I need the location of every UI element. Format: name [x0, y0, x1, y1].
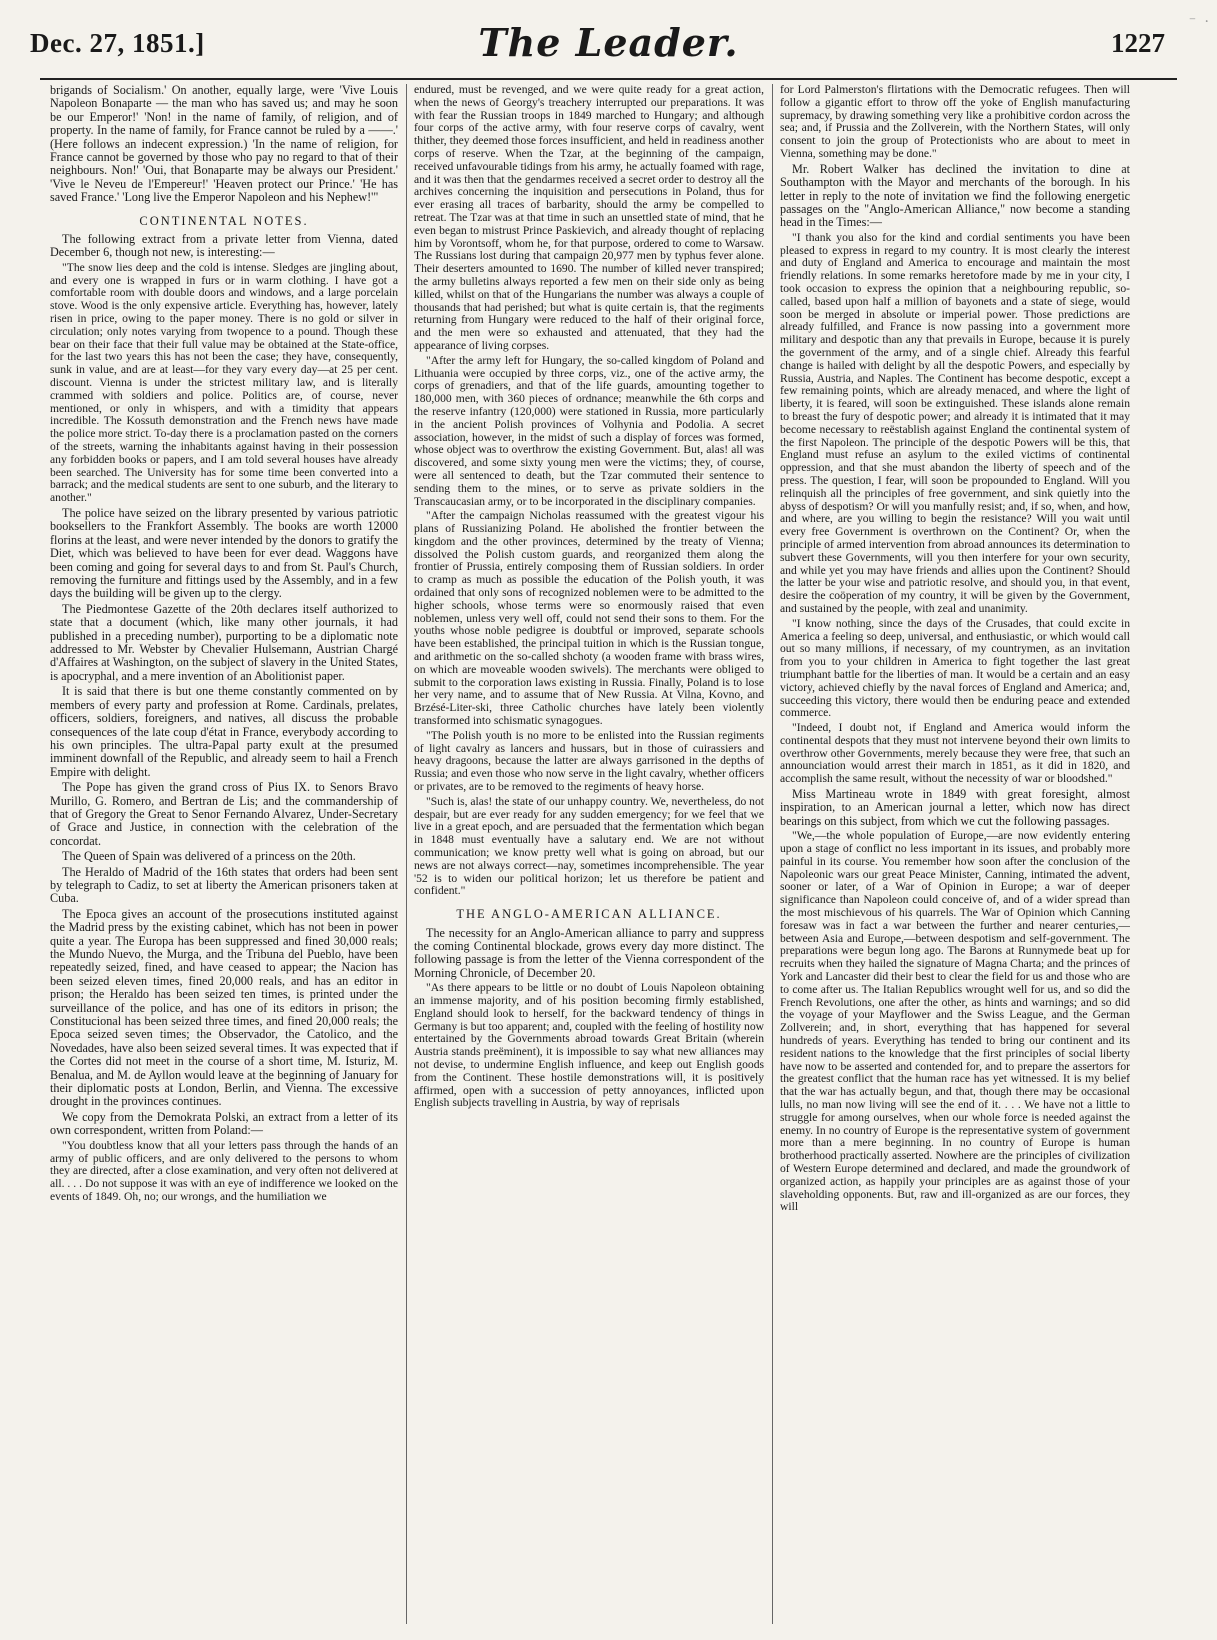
quoted-paragraph: "After the campaign Nicholas reassumed with the greatest vigour his plans of Russianizing Poland. He abolished the frontier between the kingdom and the other provinces, determined by the treaty of Vienna; dissolved the Polish custom guards, and reorganized them along the frontier of Prussia, entirely composing them of Russian soldiers. In order to cramp as much as possible the education of the Polish youth, it was ordained that only sons of recognized noblemen were to be admitted to the higher schools, whose terms were so enormously raised that even noblemen, unless very well off, could not send their sons to them. For the youths whose noble pedigree is doubtful or improved, separate schools have been established, the principal tuition in which is the Russian tongue, and arithmetic on the so-called shchoty (a wooden frame with brass wires, on which are moveable wooden swivels). The merchants were obliged to submit to the corporation laws existing in Russia. Finally, Poland is to lose her very name, and to assume that of New Russia. At Vilna, Kovno, and Brzésé-Liter-ski, three Catholic churches have lately been violently transformed into schismatic synagogues. — [414, 509, 764, 728]
corner-mark: ⁻ · — [1188, 14, 1211, 30]
article-paragraph: The Piedmontese Gazette of the 20th declares itself authorized to state that a document (which, like many other journals, it had published in a preceding number), purporting to be a diplomatic note addressed to Mr. Webster by Chevalier Hulsemann, Austrian Chargé d'Affaires at Washington, on the subject of slavery in the United States, is apocryphal, and a mere invention of an Abolitionist paper. — [50, 601, 398, 683]
article-paragraph: The police have seized on the library presented by various patriotic booksellers to the Frankfort Assembly. The books are worth 12000 florins at the least, and were never intended by the donors to gratify the Diet, which was believed to have been for ever dead. Waggons have been coming and going for several days to and from St. Paul's Church, removing the furniture and fittings used by the Assembly, and in a few days the building will be given up to the clergy. — [50, 506, 398, 601]
article-paragraph: Mr. Robert Walker has declined the invitation to dine at Southampton with the Mayor and merchants of the borough. In his letter in reply to the note of invitation we find the following energetic passages on the "Anglo-American Alliance," now become a standing head in the Times:— — [780, 161, 1130, 230]
issue-date: Dec. 27, 1851.] — [30, 28, 205, 58]
article-paragraph: Miss Martineau wrote in 1849 with great foresight, almost inspiration, to an American journal a letter, which now has direct bearings on this subject, from which we cut the following passages. — [780, 787, 1130, 828]
section-heading: THE ANGLO-AMERICAN ALLIANCE. — [456, 907, 722, 922]
column-2 — [414, 84, 764, 1624]
quoted-paragraph: "The snow lies deep and the cold is intense. Sledges are jingling about, and every one is wrapped in furs or in warm clothing. I have got a comfortable room with double doors and windows, and a large porcelain stove. Wood is the only expensive article. Everything has, however, lately risen in price, owing to the paper money. There is no gold or silver in circulation; only notes varying from twopence to a pound. Though these bear on their face that their full value may be obtained at the State-office, for the last two years this has not been the case; they have, consequently, sunk in value, and are at least—for they vary every day—at 25 per cent. discount. Vienna is under the strictest military law, and is literally crammed with soldiers and police. Politics are, of course, never mentioned, or only in whispers, and with a timidity that appears incredible. The Kossuth demonstration and the French news have made the police more strict. To-day there is a proclamation pasted on the corners of the streets, warning the inhabitants against having in their possession any forbidden books or papers, and I am told several houses have already been searched. The University has for some time been converted into a barrack; and the medical students are sent to one suburb, and the literary to another." — [50, 260, 398, 505]
quoted-paragraph: "I know nothing, since the days of the Crusades, that could excite in America a feeling so deep, universal, and enthusiastic, or which would call out so many millions, if necessary, of my countrymen, as an invitation from you to your children in America to fight together the last great triumphant battle for the liberties of man. It would be a certain and an easy victory, achieved chiefly by the naval forces of England and America; and, succeeding this victory, there would then be enduring peace and extended commerce. — [780, 616, 1130, 720]
article-paragraph: The following extract from a private letter from Vienna, dated December 6, though not new, is interesting:— — [50, 232, 398, 260]
quoted-paragraph: "You doubtless know that all your letters pass through the hands of an army of public officers, and are only delivered to the persons to whom they are directed, after a close examination, and very often not delivered at all. . . . Do not suppose it was with an eye of indifference we looked on the events of 1849. Oh, no; our wrongs, and the humiliation we — [50, 1138, 398, 1203]
masthead — [0, 0, 1217, 82]
article-paragraph: We copy from the Demokrata Polski, an extract from a letter of its own correspondent, written from Poland:— — [50, 1109, 398, 1138]
article-paragraph: The Heraldo of Madrid of the 16th states that orders had been sent by telegraph to Cadiz, to set at liberty the American prisoners taken at Cuba. — [50, 864, 398, 906]
section-heading: CONTINENTAL NOTES. — [139, 213, 309, 228]
newspaper-title: The Leader. — [478, 20, 739, 65]
article-paragraph: The Queen of Spain was delivered of a princess on the 20th. — [62, 849, 356, 864]
article-paragraph: It is said that there is but one theme constantly commented on by members of every party and profession at Rome. Cardinals, prelates, officers, soldiers, foreigners, and natives, all discuss the probable consequences of the late coup d'état in France, everybody according to his own principles. The ultra-Papal party exult at the presumed imminent downfall of the Republic, and already seem to hail a French Empire with delight. — [50, 684, 398, 779]
column-1 — [50, 84, 398, 1624]
header-rule — [40, 78, 1177, 80]
quoted-paragraph: "Such is, alas! the state of our unhappy country. We, nevertheless, do not despair, but are ever ready for any sudden emergency; for we feel that we live in a great epoch, and are persuaded that the fermentation which began in 1848 must eventually have a salutary end. We are not without communication; we know pretty well what is going on abroad, but our news are not always correct—nay, sometimes incomprehensible. The year '52 is to widen our political horizon; let us therefore be patient and confident." — [414, 794, 764, 898]
article-paragraph: The Pope has given the grand cross of Pius IX. to Senors Bravo Murillo, G. Romero, and Bertran de Lis; and the commandership of that of Gregory the Great to Senor Fernando Alvarez, Under-Secretary of Grace and Justice, in connection with the celebration of the concordat. — [50, 780, 398, 848]
article-paragraph: brigands of Socialism.' On another, equally large, were 'Vive Louis Napoleon Bonaparte — the man who has saved us; and may he soon be our Emperor!' 'Non! in the name of family, of religion, and of property. In the name of family, for France cannot be ruled by a ——.' (Here follows an indecent expression.) 'In the name of religion, for France cannot be governed by those who pay no regard to that of their neighbours. Non!' 'Oui, that Bonaparte may be always our President.' 'Vive le Neveu de l'Empereur!' 'Heaven protect our Prince.' 'He has saved France.' 'Long live the Emperor Napoleon and his Nephew!'" — [50, 84, 398, 205]
column-divider — [406, 84, 407, 1624]
quoted-paragraph: "After the army left for Hungary, the so-called kingdom of Poland and Lithuania were occupied by three corps, viz., one of the active army, the corps of grenadiers, and that of the life guards, amounting together to 180,000 men, with 360 pieces of ordnance; meanwhile the 6th corps and the reserve infantry (120,000) were stationed in Russia, more particularly in the ancient Polish provinces of Volhynia and Podolia. A secret association, however, in the midst of such a display of forces was formed, whose object was to overthrow the existing Government. But, alas! all was discovered, and some sixty young men were the victims; they, of course, were all sentenced to death, but the Tzar commuted their sentence to sending them to the mines, or to serve as private soldiers in the Transcaucasian army, or to be incorporated in the disciplinary companies. — [414, 353, 764, 508]
quoted-paragraph: "The Polish youth is no more to be enlisted into the Russian regiments of light cavalry as lancers and hussars, but in those of cuirassiers and heavy dragoons, because the latter are always garrisoned in the depths of Russia; and even those who now serve in the light cavalry, whether officers or privates, are to be removed to the regiments of heavy horse. — [414, 728, 764, 794]
quoted-paragraph: endured, must be revenged, and we were quite ready for a great action, when the news of Georgy's treachery interrupted our preparations. It was with fear the Russian troops in 1849 marched to Hungary; and although four corps of the active army, with four reserve corps of cavalry, went thither, they deemed those forces insufficient, and held in readiness another corps of reserve. When the Tzar, at the beginning of the campaign, received unfavourable tidings from his army, he actually foamed with rage, and it was then that the gendarmes received a secret order to destroy all the archives concerning the inquisition and persecutions in Poland, thus for ever erasing all traces of barbarity, should the army be compelled to retreat. The Tzar was at that time in such an unsettled state of mind, that he even began to mistrust Prince Paskievich, and already thought of replacing him by Vorontsoff, whom he, for that purpose, ordered to come to Warsaw. The Russians lost during that campaign 20,977 men by typhus fever alone. Their deserters amounted to 1690. The number of killed never transpired; the army bulletins always reported a few men on their side only as being killed, whilst on that of the Hungarians the number was always a couple of thousands that had perished; but what is quite certain is, that the regiments returning from Hungary were reduced to the half of their original force, and the men were so exhausted and attenuated, that they had the appearance of living corpses. — [414, 84, 764, 352]
column-3 — [780, 84, 1130, 1624]
quoted-paragraph: "As there appears to be little or no doubt of Louis Napoleon obtaining an immense majority, and of his position becoming firmly established, England should look to herself, for the backward tendency of things in Germany is but too apparent; and, coupled with the feeling of hostility now entertained by the Governments abroad towards Great Britain (wherein Austria stands preëminent), it is impossible to say what new alliances may not devise, to undermine English influence, and keep out English goods from the Continent. These hostile demonstrations will, it is positively affirmed, open with a succession of petty annoyances, inflicted upon English subjects travelling in Austria, by way of reprisals — [414, 981, 764, 1110]
article-paragraph: The Epoca gives an account of the prosecutions instituted against the Madrid press by the existing cabinet, which has not been in power quite a year. The Europa has been suppressed and fined 30,000 reals; the Mundo Nuevo, the Murga, and the Tribuna del Pueblo, have been repeatedly seized, fined, and have ceased to appear; the Nacion has been seized eleven times, fined 20,000 reals, and has an editor in prison; the Heraldo has been seized ten times, is printed under the surveillance of the police, and has one of its editors in prison; the Constitucional has been seized three times, and fined 20,000 reals; the Epoca seized seven times; the Observador, the Catolico, and the Novedades, have also been seized several times. It was expected that if the Cortes did not meet in the course of a short time, M. Isturiz, M. Benalua, and M. de Ayllon would leave at the beginning of January for their diplomatic posts at London, Berlin, and Vienna. The excessive drought in the provinces continues. — [50, 906, 398, 1109]
article-paragraph: The necessity for an Anglo-American alliance to parry and suppress the coming Continental blockade, grows every day more distinct. The following passage is from the letter of the Vienna correspondent of the Morning Chronicle, of December 20. — [414, 925, 764, 980]
quoted-paragraph: "We,—the whole population of Europe,—are now evidently entering upon a stage of conflict no less important in its issues, and probably more painful in its course. You remember how soon after the conclusion of the Napoleonic wars our great Peace Minister, Canning, intimated the advent, sooner or later, of a War of Opinion in Europe; a war of deeper significance than Napoleon could conceive of, and of a wider spread than the most mischievous of his quarrels. The War of Opinion which Canning foresaw was in fact a war between the further and nearer centuries,—between Asia and Europe,—between despotism and self-government. The preparations were begun long ago. The Barons at Runnymede beat up for recruits when they hailed the signature of Magna Charta; and the princes of York and Lancaster did their best to clear the field for us and those who are to come after us. The Italian Republics wrought well for us, and so did the French Revolutions, one after the other, as hints and warnings; and so did the voyage of your Mayflower and the Swiss League, and the German Zollverein; and, in short, everything that has happened for several hundreds of years. Everything has tended to bring our continent and its resident nations to the knowledge that the first principles of social liberty have now to be asserted and contended for, and to prepare the assertors for the greatest conflict that the human race has yet witnessed. It is my belief that the war has actually begun, and that, though there may be occasional lulls, no man now living will see the end of it. . . . We have not a little to struggle for among ourselves, when our whole force is needed against the enemy. In no country of Europe is the representative system of government more than a mere beginning. In no country of Europe is human brotherhood practically asserted. Nowhere are the principles of civilization of Western Europe determined and declared, and made the groundwork of organized action, as happily your principles are as against those of your slaveholding opponents. But, raw and ill-organized as are our forces, they will — [780, 829, 1130, 1214]
quoted-paragraph: for Lord Palmerston's flirtations with the Democratic refugees. Then will follow a gigantic effort to throw off the yoke of English manufacturing supremacy, by drawing something very like a prohibitive cordon across the sea; and, if Prussia and the Zollverein, with the Northern States, will only consent to join the group of Protectionists who are about to meet in Vienna, something may be done." — [780, 84, 1130, 160]
page-number: 1227 — [1111, 28, 1165, 58]
quoted-paragraph: "Indeed, I doubt not, if England and America would inform the continental despots that they must not intervene beyond their own limits to overthrow other Governments, merely because they were free, that such an announciation would arrest their march in 1851, as it did in 1820, and accomplish the same result, without the necessity of war or bloodshed." — [780, 721, 1130, 786]
column-divider — [772, 84, 773, 1624]
quoted-paragraph: "I thank you also for the kind and cordial sentiments you have been pleased to express in regard to my country. It is most clearly the interest and duty of England and America to encourage and maintain the most friendly relations. In some remarks heretofore made by me in your city, I took occasion to express the opinion that a neighbouring republic, so-called, based upon half a million of bayonets and a state of siege, would soon be merged in absolute or imperial power. Those predictions are already fulfilled, and France is now passing into a government more military and despotic than any that prevails in Europe, because it is purely the government of the army, and of a single chief. Already this fearful change is hailed with delight by all the despotic Powers, and especially by Russia, Austria, and Naples. The Continent has become despotic, except a few remaining points, which are already menaced, and where the light of liberty, it is feared, will soon be extinguished. These islands alone remain to breast the fury of despotic power; and already it is intimated that it may become necessary to reëstablish against England the continental system of the first Napoleon. The principle of the despotic Powers will be this, that England must refuse an asylum to the exiled victims of continental oppression, and that she must abandon the liberty of speech and of the press. The question, I fear, will soon be propounded to England. Will you relinquish all the principles of free government, and sink quietly into the abyss of despotism? Or will you manfully resist; and, if so, when, and how, and where, are you willing to begin the resistance? Will you wait until every free Government is overthrown on the Continent? Or, when the principle of armed intervention from abroad announces its determination to subvert these Governments, will you then interfere for your own security, and while yet you may have friends and allies upon the Continent? Should the latter be your wise and patriotic resolve, and should you, in that event, desire the coöperation of my country, it will be given by the Government, and sustained by the people, with zeal and unanimity. — [780, 230, 1130, 615]
